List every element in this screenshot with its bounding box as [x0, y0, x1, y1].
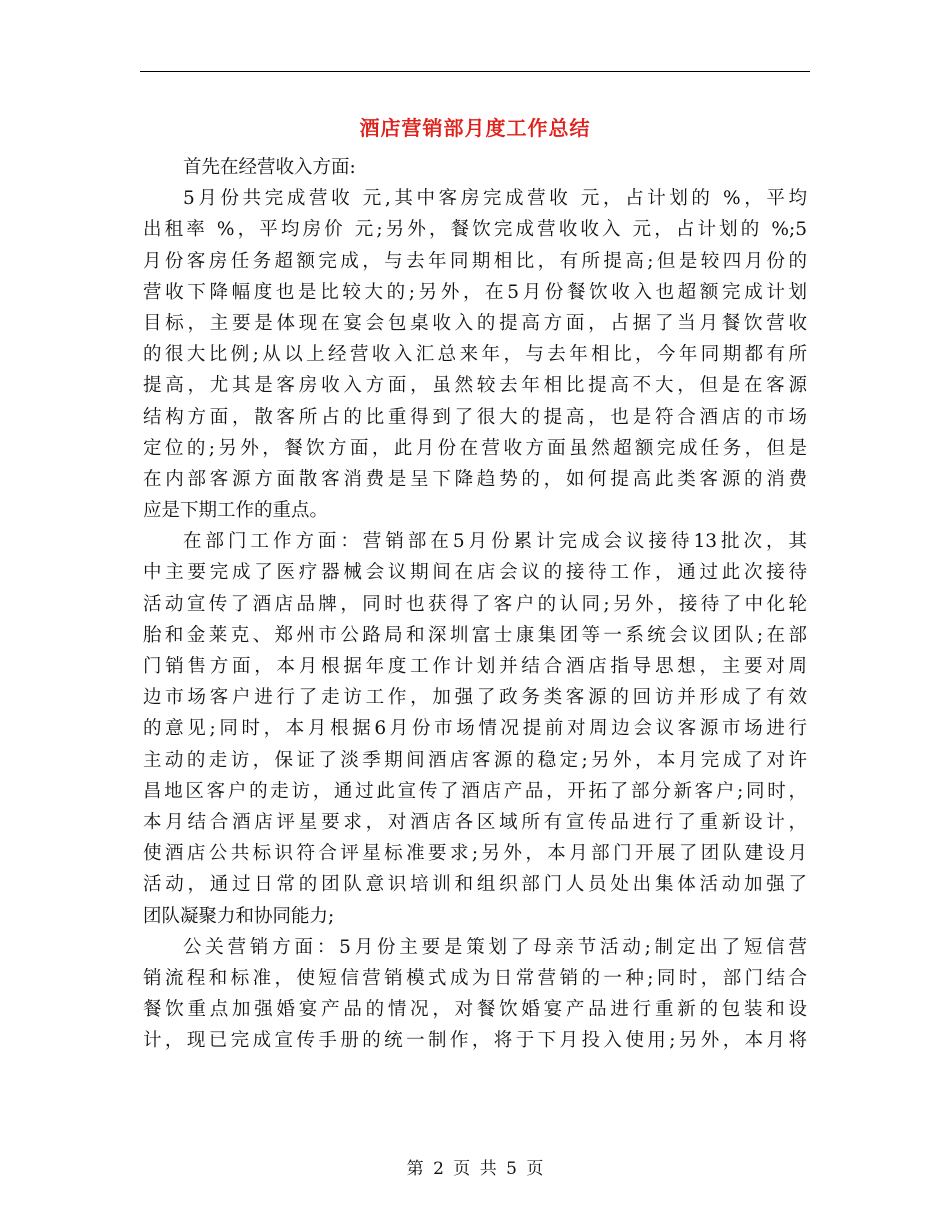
body-line: 使酒店公共标识符合评星标准要求;另外，本月部门开展了团队建设月: [143, 843, 807, 865]
body-line: 出租率 %，平均房价 元;另外，餐饮完成营收收入 元，占计划的 %;5: [143, 219, 807, 241]
body-line: 营收下降幅度也是比较大的;另外，在5月份餐饮收入也超额完成计划: [143, 281, 807, 303]
body-line: 销流程和标准，使短信营销模式成为日常营销的一种;同时，部门结合: [143, 967, 807, 989]
body-line: 活动，通过日常的团队意识培训和组织部门人员处出集体活动加强了: [143, 874, 807, 896]
body-line: 团队凝聚力和协同能力;: [143, 905, 335, 927]
document-body: [143, 152, 807, 1056]
body-line: 餐饮重点加强婚宴产品的情况，对餐饮婚宴产品进行重新的包装和设: [143, 999, 807, 1021]
body-line: 本月结合酒店评星要求，对酒店各区域所有宣传品进行了重新设计，: [143, 811, 807, 833]
body-line: 胎和金莱克、郑州市公路局和深圳富士康集团等一系统会议团队;在部: [143, 624, 807, 646]
body-line: 昌地区客户的走访，通过此宣传了酒店产品，开拓了部分新客户;同时，: [143, 780, 807, 802]
body-line: 提高，尤其是客房收入方面，虽然较去年相比提高不大，但是在客源: [143, 375, 807, 397]
body-line: 边市场客户进行了走访工作，加强了政务类客源的回访并形成了有效: [143, 687, 807, 709]
body-line: 应是下期工作的重点。: [143, 500, 329, 522]
body-line: 活动宣传了酒店品牌，同时也获得了客户的认同;另外，接待了中化轮: [143, 593, 807, 615]
body-line: 目标，主要是体现在宴会包桌收入的提高方面，占据了当月餐饮营收: [143, 312, 807, 334]
body-line: 的意见;同时，本月根据6月份市场情况提前对周边会议客源市场进行: [143, 718, 807, 740]
body-line: 中主要完成了医疗器械会议期间在店会议的接待工作，通过此次接待: [143, 562, 807, 584]
body-line: 结构方面，散客所占的比重得到了很大的提高，也是符合酒店的市场: [143, 406, 807, 428]
body-line: 公关营销方面：5月份主要是策划了母亲节活动;制定出了短信营: [183, 936, 807, 958]
body-line: 的很大比例;从以上经营收入汇总来年，与去年相比，今年同期都有所: [143, 344, 807, 366]
body-line: 在内部客源方面散客消费是呈下降趋势的，如何提高此类客源的消费: [143, 468, 807, 490]
body-line: 在部门工作方面：营销部在5月份累计完成会议接待13批次，其: [183, 531, 807, 553]
document-title: 酒店营销部月度工作总结: [359, 116, 591, 140]
page-number-footer: 第 2 页 共 5 页: [406, 1159, 544, 1179]
body-line: 首先在经营收入方面:: [183, 157, 356, 178]
body-line: 计，现已完成宣传手册的统一制作，将于下月投入使用;另外，本月将: [143, 1030, 807, 1052]
body-line: 门销售方面，本月根据年度工作计划并结合酒店指导思想，主要对周: [143, 656, 807, 677]
body-line: 定位的;另外，餐饮方面，此月份在营收方面虽然超额完成任务，但是: [143, 437, 807, 459]
body-line: 月份客房任务超额完成，与去年同期相比，有所提高;但是较四月份的: [143, 250, 807, 272]
body-line: 5月份共完成营收 元,其中客房完成营收 元，占计划的 %，平均: [183, 188, 807, 210]
header-rule: [140, 71, 810, 72]
body-line: 主动的走访，保证了淡季期间酒店客源的稳定;另外，本月完成了对许: [143, 749, 807, 771]
